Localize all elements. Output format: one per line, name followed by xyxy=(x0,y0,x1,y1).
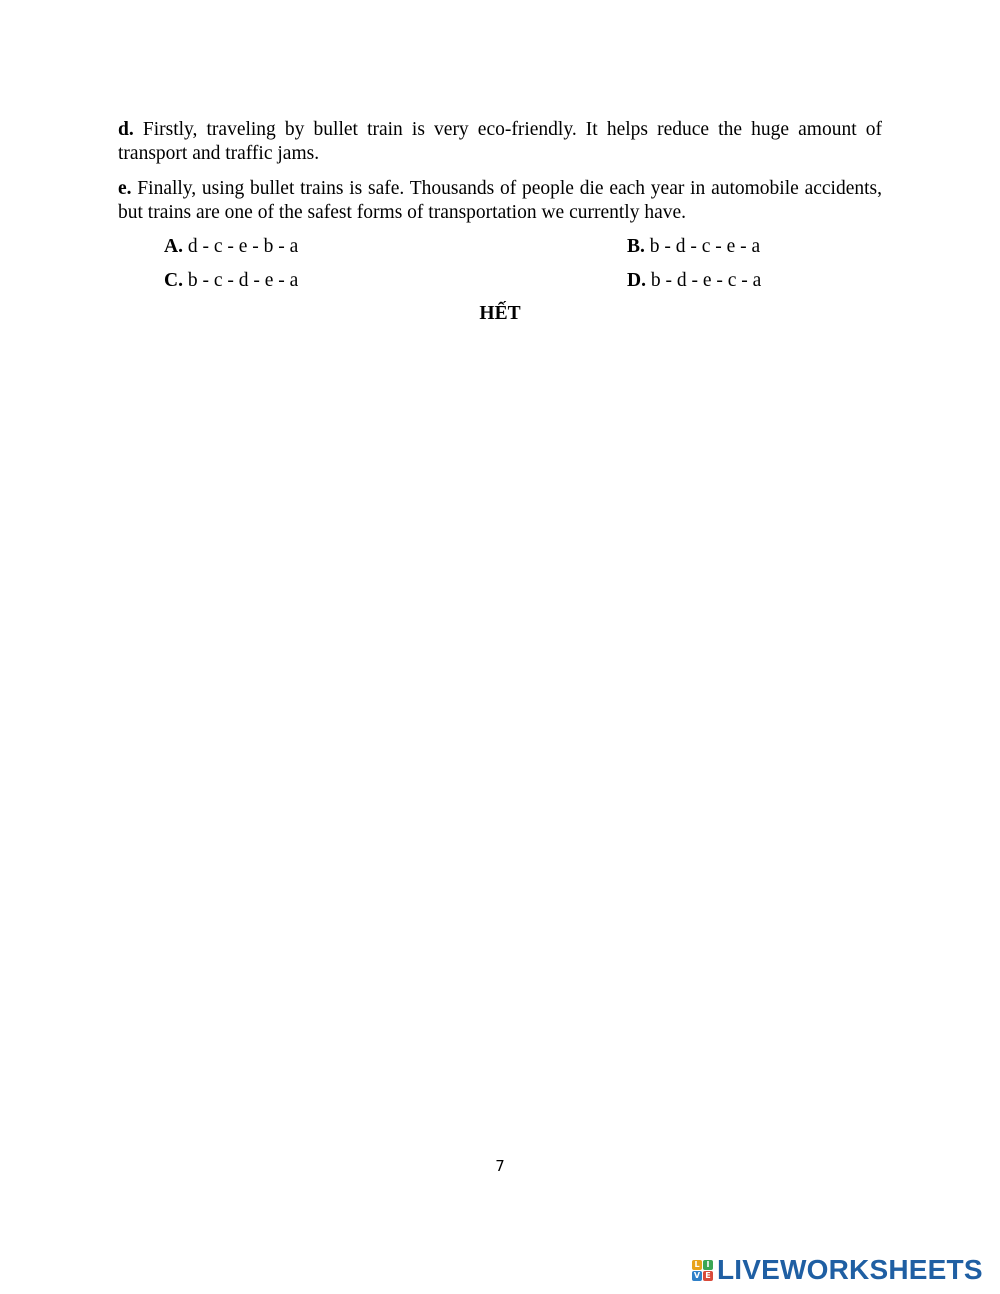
logo-tile-e: E xyxy=(703,1271,713,1281)
logo-tile-v: V xyxy=(693,1270,701,1280)
option-a-label: A. xyxy=(164,236,183,257)
page-number: 7 xyxy=(495,1157,505,1175)
paragraph-d xyxy=(118,118,882,166)
option-d-label: D. xyxy=(627,270,646,291)
logo-tile-l: L xyxy=(692,1260,702,1270)
option-a-value: d - c - e - b - a xyxy=(182,236,299,257)
paragraph-e-label: e. xyxy=(118,178,132,199)
option-c-label: C. xyxy=(164,270,183,291)
paragraph-e xyxy=(118,177,882,225)
option-d-value: b - d - e - c - a xyxy=(645,270,762,291)
option-b-label: B. xyxy=(627,236,645,257)
liveworksheets-icon xyxy=(692,1260,713,1281)
end-mark: HẾT xyxy=(479,303,521,324)
option-d xyxy=(627,269,761,293)
paragraph-e-text: Finally, using bullet trains is safe. Thousands of people die each year in automobile accidents, but trains are one of the safest forms of transportation we currently have. xyxy=(118,178,882,223)
option-c xyxy=(164,269,298,293)
option-b xyxy=(627,235,760,259)
paragraph-d-label: d. xyxy=(118,119,134,140)
option-a xyxy=(164,235,298,259)
paragraph-d-text: Firstly, traveling by bullet train is very eco-friendly. It helps reduce the huge amount of transport and traffic jams. xyxy=(118,119,882,164)
logo-tile-i: I xyxy=(703,1260,713,1270)
option-c-value: b - c - d - e - a xyxy=(182,270,299,291)
liveworksheets-wordmark: LIVEWORKSHEETS xyxy=(717,1254,983,1285)
liveworksheets-logo xyxy=(692,1252,983,1288)
option-b-value: b - d - c - e - a xyxy=(644,236,761,257)
